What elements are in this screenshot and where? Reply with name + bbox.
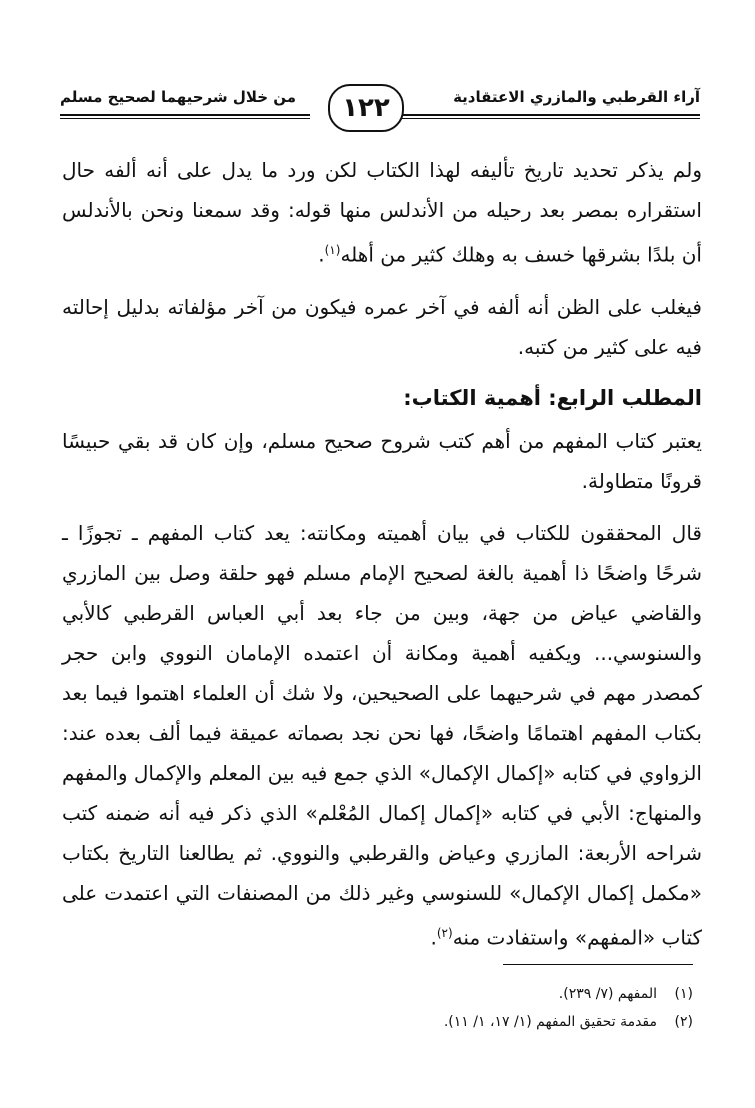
paragraph-3: يعتبر كتاب المفهم من أهم كتب شروح صحيح مسلم، وإن كان قد بقي حبيسًا قرونًا متطاولة. xyxy=(62,428,702,493)
header-rule-right xyxy=(400,114,700,116)
footnote-2-number: (٢) xyxy=(674,1014,693,1030)
page-number: ١٢٢ xyxy=(328,84,404,132)
footnote-2-text: مقدمة تحقيق المفهم (١/ ١٧، ١/ ١١). xyxy=(443,1014,657,1030)
footnote-1-number: (١) xyxy=(674,986,693,1002)
header-rule-left xyxy=(60,114,310,116)
paragraph-1-text: ولم يذكر تحديد تاريخ تأليفه لهذا الكتاب لكن ورد ما يدل على أنه ألفه حال استقراره بمصر بعد رحيله من الأندلس منها قوله: وقد سمعنا ونحن بالأندلس أن بلدًا بشرقها خسف به وهلك كثير من أهله xyxy=(62,158,702,267)
footnote-1-text: المفهم (٧/ ٢٣٩). xyxy=(558,986,657,1002)
footnotes xyxy=(53,980,693,1036)
paragraph-4 xyxy=(62,513,702,958)
footnote-separator xyxy=(503,964,693,965)
footnote-ref-1[interactable]: (١) xyxy=(324,243,341,257)
paragraph-4-text: قال المحققون للكتاب في بيان أهميته ومكانته: يعد كتاب المفهم ـ تجوزًا ـ شرحًا واضحًا ذا أهمية بالغة لصحيح الإمام مسلم فهو حلقة وصل بين المازري والقاضي عياض من جهة، وبين من جاء بعد أبي العباس القرطبي كالأبي والسنوسي... ويكفيه أهمية ومكانة أن اعتمده الإمامان النووي وابن حجر كمصدر مهم في شرحيهما على الصحيحين، ولا شك أن العلماء اهتموا فيما بعد بكتاب المفهم اهتمامًا واضحًا، فها نحن نجد بصماته عميقة فيما ألف بعده عند: الزواوي في كتابه «إكمال الإكمال» الذي جمع فيه بين المعلم والإكمال والمفهم والمنهاج: الأبي في كتابه «إكمال إكمال المُعْلم» الذي ذكر فيه أنه ضمنه كتب شراحه الأربعة: المازري وعياض والقرطبي والنووي. ثم يطالعنا التاريخ بكتاب «مكمل إكمال الإكمال» للسنوسي وغير ذلك من المصنفات التي اعتمدت على كتاب «المفهم» واستفادت منه xyxy=(62,520,702,950)
section-heading: المطلب الرابع: أهمية الكتاب: xyxy=(403,385,702,410)
footnote-1 xyxy=(53,980,693,1008)
paragraph-1 xyxy=(62,150,702,275)
header-book-title: آراء القرطبي والمازري الاعتقادية xyxy=(453,88,700,106)
paragraph-2: فيغلب على الظن أنه ألفه في آخر عمره فيكون من آخر مؤلفاته بدليل إحالته فيه على كثير من كتبه. xyxy=(62,294,702,359)
header-rule-left-thin xyxy=(60,118,310,119)
main-text xyxy=(62,150,702,957)
header-rule-right-thin xyxy=(400,118,700,119)
running-header xyxy=(60,72,700,132)
footnote-2 xyxy=(53,1008,693,1036)
paragraph-4-end: . xyxy=(430,925,437,950)
footnote-ref-2[interactable]: (٢) xyxy=(436,925,453,940)
paragraph-1-end: . xyxy=(318,242,325,267)
header-book-subtitle: من خلال شرحيهما لصحيح مسلم xyxy=(60,88,297,106)
